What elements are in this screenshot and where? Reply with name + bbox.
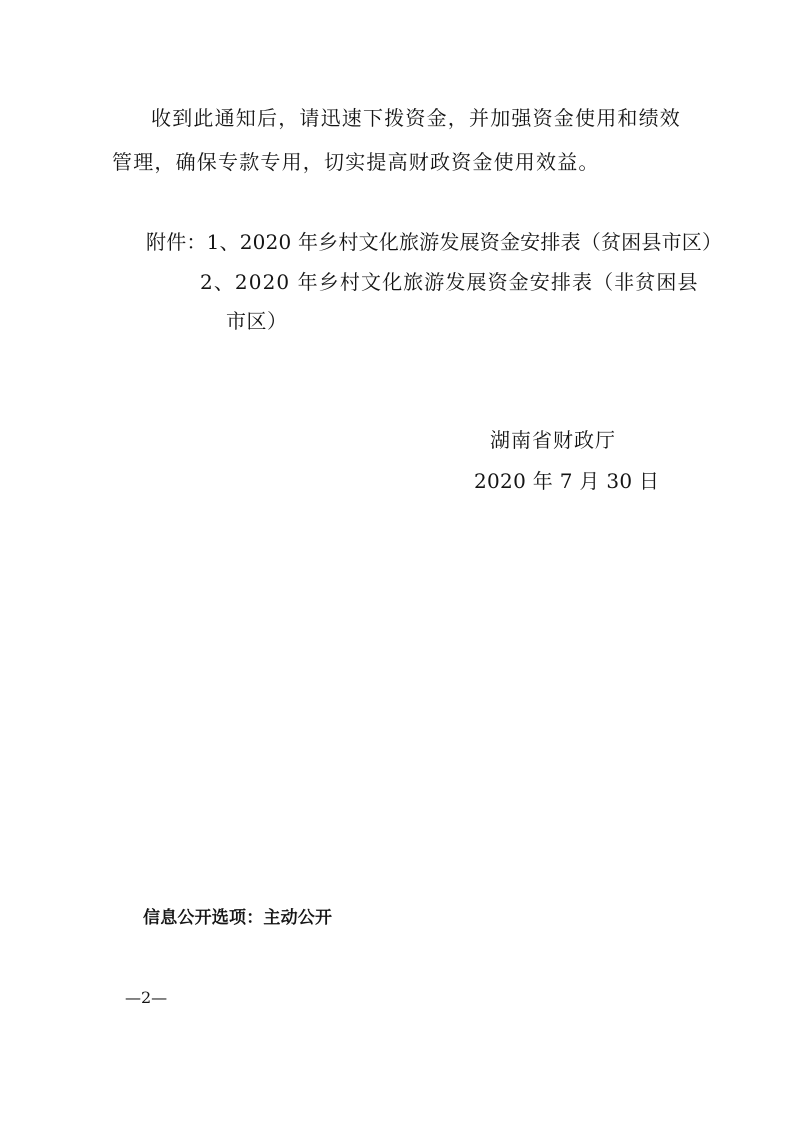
issuing-authority: 湖南省财政厅 xyxy=(490,428,616,452)
issue-date: 2020 年 7 月 30 日 xyxy=(474,469,660,493)
body-paragraph-line-2: 管理，确保专款专用，切实提高财政资金使用效益。 xyxy=(112,150,600,174)
body-paragraph-line-1: 收到此通知后，请迅速下拨资金，并加强资金使用和绩效 xyxy=(151,106,681,130)
page-number: —2— xyxy=(125,988,168,1007)
attachment-line-2: 2、2020 年乡村文化旅游发展资金安排表（非贫困县 xyxy=(200,270,699,294)
attachment-line-3: 市区） xyxy=(226,309,288,333)
attachment-line-1: 附件：1、2020 年乡村文化旅游发展资金安排表（贫困县市区） xyxy=(146,230,723,254)
disclosure-option: 信息公开选项：主动公开 xyxy=(143,908,333,928)
